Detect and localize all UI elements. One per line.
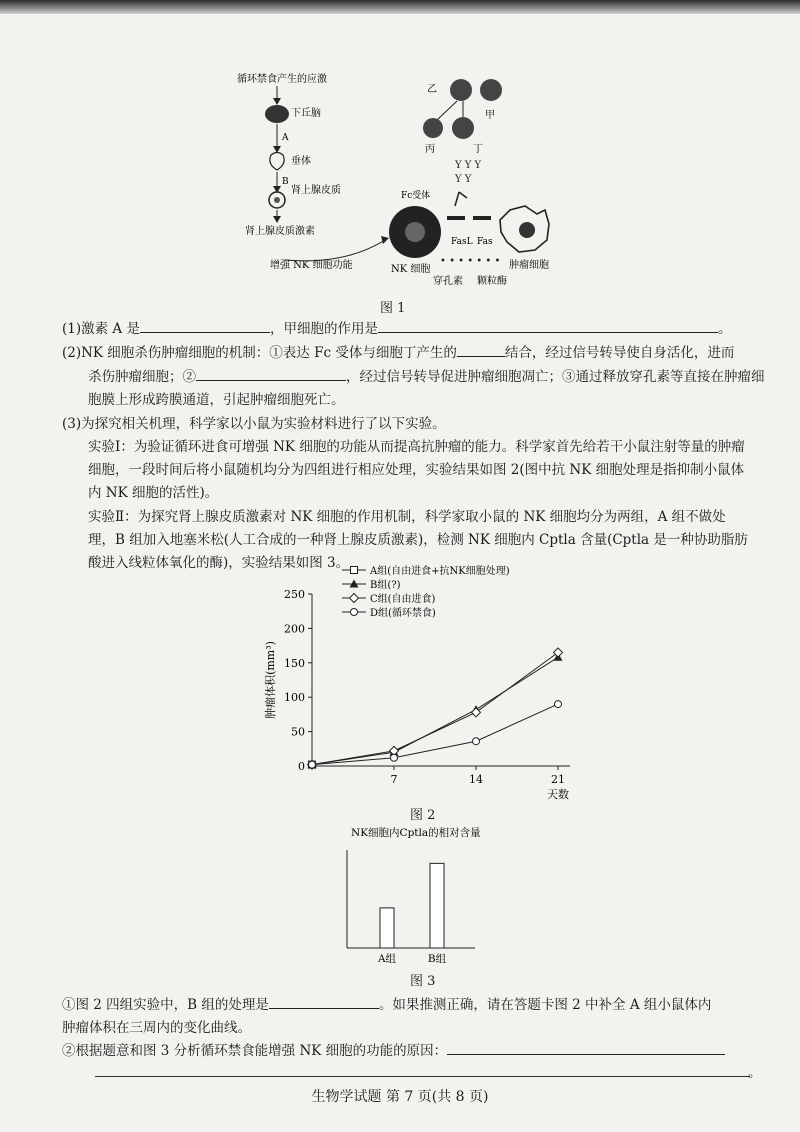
cell-ding <box>452 117 474 139</box>
label-cell-jia: 甲 <box>485 110 495 121</box>
sub-question-2: ②根据题意和图 3 分析循环禁食能增强 NK 细胞的功能的原因： <box>62 1040 725 1062</box>
cell-bing <box>423 118 443 138</box>
label-granzyme: 颗粒酶 <box>477 276 507 287</box>
svg-text:Y Y Y: Y Y Y <box>455 160 482 171</box>
label-perforin: 穿孔素 <box>433 276 463 287</box>
label-fas: Fas <box>477 237 493 247</box>
label-cell-bing: 丙 <box>425 144 435 155</box>
bar-a <box>380 908 394 948</box>
label-hormone: 肾上腺皮质激素 <box>245 226 315 237</box>
svg-text:Y Y: Y Y <box>455 174 472 185</box>
cell-yi <box>450 79 472 101</box>
bar-b <box>430 863 444 948</box>
figure-1-caption: 图 1 <box>380 301 406 316</box>
sub-question-1-line-2: 肿瘤体积在三周内的变化曲线。 <box>62 1020 251 1036</box>
label-tumor-cell: 肿瘤细胞 <box>509 260 549 271</box>
page-footer: 生物学试题 第 7 页(共 8 页) <box>311 1089 489 1105</box>
marker-circle <box>351 609 358 616</box>
series-circle <box>309 701 562 769</box>
figure-3-bar-chart <box>335 822 485 970</box>
x-tick-label: 21 <box>551 773 565 786</box>
label-cell-yi: 乙 <box>427 84 437 95</box>
y-tick-label: 0 <box>298 760 305 773</box>
label-fasl: FasL <box>451 237 473 247</box>
question-3-intro: (3)为探究相关机理，科学家以小鼠为实验材料进行了以下实验。 <box>62 416 446 432</box>
label-cell-ding: 丁 <box>473 144 483 155</box>
figure-2-caption: 图 2 <box>410 808 436 823</box>
answer-line <box>95 1076 750 1077</box>
figure-2-line-chart <box>250 562 590 802</box>
label-hypothalamus: 下丘脑 <box>291 108 321 119</box>
label-arrow-b: B <box>282 177 289 187</box>
y-tick-label: 150 <box>284 656 305 670</box>
label-adrenal-cortex: 肾上腺皮质 <box>291 185 341 196</box>
marker-circle <box>473 738 480 745</box>
series-triangle <box>308 653 563 768</box>
marker-diamond <box>554 648 563 657</box>
label-nk-cell: NK 细胞 <box>391 264 431 275</box>
marker-diamond <box>472 708 481 717</box>
marker-square <box>351 567 358 574</box>
hypothalamus-shape <box>265 105 289 123</box>
label-enhance: 增强 NK 细胞功能 <box>270 260 353 271</box>
experiment-1-text: 实验Ⅰ：为验证循环进食可增强 NK 细胞的功能从而提高抗肿瘤的能力。科学家首先给若干小鼠注射等量的肿瘤细胞，一段时间后将小鼠随机均分为四组进行相应处理，实验结果如图 2(图中抗 NK 细胞处理是指抑制小鼠体内 NK 细胞的活性)。 <box>88 439 745 501</box>
legend-label: A组(自由进食+抗NK细胞处理) <box>370 566 510 577</box>
label-arrow-a: A <box>282 133 289 143</box>
question-1: (1)激素 A 是 ，甲细胞的作用是 。 <box>62 318 731 340</box>
cell-jia <box>480 79 502 101</box>
series-diamond <box>308 648 563 769</box>
y-axis-label: 肿瘤体积(mm³) <box>264 641 277 719</box>
x-tick-label: 7 <box>390 773 398 786</box>
figure-1-diagram <box>215 60 575 320</box>
series-line <box>312 704 558 765</box>
bar-label: A组 <box>377 953 397 965</box>
legend-label: D组(循环禁食) <box>370 608 436 619</box>
y-tick-label: 100 <box>284 691 305 705</box>
y-tick-label: 250 <box>284 588 305 601</box>
experiment-2-text: 实验Ⅱ：为探究肾上腺皮质激素对 NK 细胞的作用机制，科学家取小鼠的 NK 细胞均分为两组，A 组不做处理，B 组加入地塞米松(人工合成的一种肾上腺皮质激素)，检测 NK 细胞内 Cptla 含量(Cptla 是一种协助脂肪酸进入线粒体氧化的酶)，实验结果如图 3。 <box>88 509 748 571</box>
marker-circle <box>391 754 398 761</box>
marker-diamond <box>350 594 359 603</box>
bar-label: B组 <box>427 953 447 965</box>
label-fc-receptor: Fc受体 <box>401 191 431 201</box>
y-tick-label: 50 <box>291 725 305 739</box>
legend-label: C组(自由进食) <box>370 594 436 605</box>
scan-top-edge <box>0 0 800 14</box>
answer-line-end: 。 <box>748 1065 762 1081</box>
series-line <box>312 657 558 764</box>
series-line <box>312 652 558 764</box>
bar-chart-title: NK细胞内Cptla的相对含量 <box>351 827 481 839</box>
sub-question-1: ①图 2 四组实验中，B 组的处理是 。如果推测正确，请在答题卡图 2 中补全 A 组小鼠体内 <box>62 994 711 1016</box>
pituitary-shape <box>270 153 284 171</box>
marker-circle <box>309 761 316 768</box>
legend-label: B组(?) <box>370 580 401 591</box>
question-2-line-3: 胞膜上形成跨膜通道，引起肿瘤细胞死亡。 <box>88 392 345 408</box>
y-tick-label: 200 <box>284 622 305 636</box>
label-stress: 循环禁食产生的应激 <box>237 74 327 85</box>
svg-text:• • • • • • •: • • • • • • • <box>440 256 501 267</box>
x-axis-label: 天数 <box>547 788 569 801</box>
x-tick-label: 14 <box>469 773 483 786</box>
figure-3-caption: 图 3 <box>410 974 436 989</box>
label-pituitary: 垂体 <box>291 156 311 167</box>
question-2-line-2: 杀伤肿瘤细胞；② ，经过信号转导促进肿瘤细胞凋亡；③通过释放穿孔素等直接在肿瘤细 <box>88 366 765 388</box>
marker-circle <box>555 701 562 708</box>
question-2-line-1: (2)NK 细胞杀伤肿瘤细胞的机制：①表达 Fc 受体与细胞丁产生的 结合，经过信号转导使自身活化，进而 <box>62 342 734 364</box>
